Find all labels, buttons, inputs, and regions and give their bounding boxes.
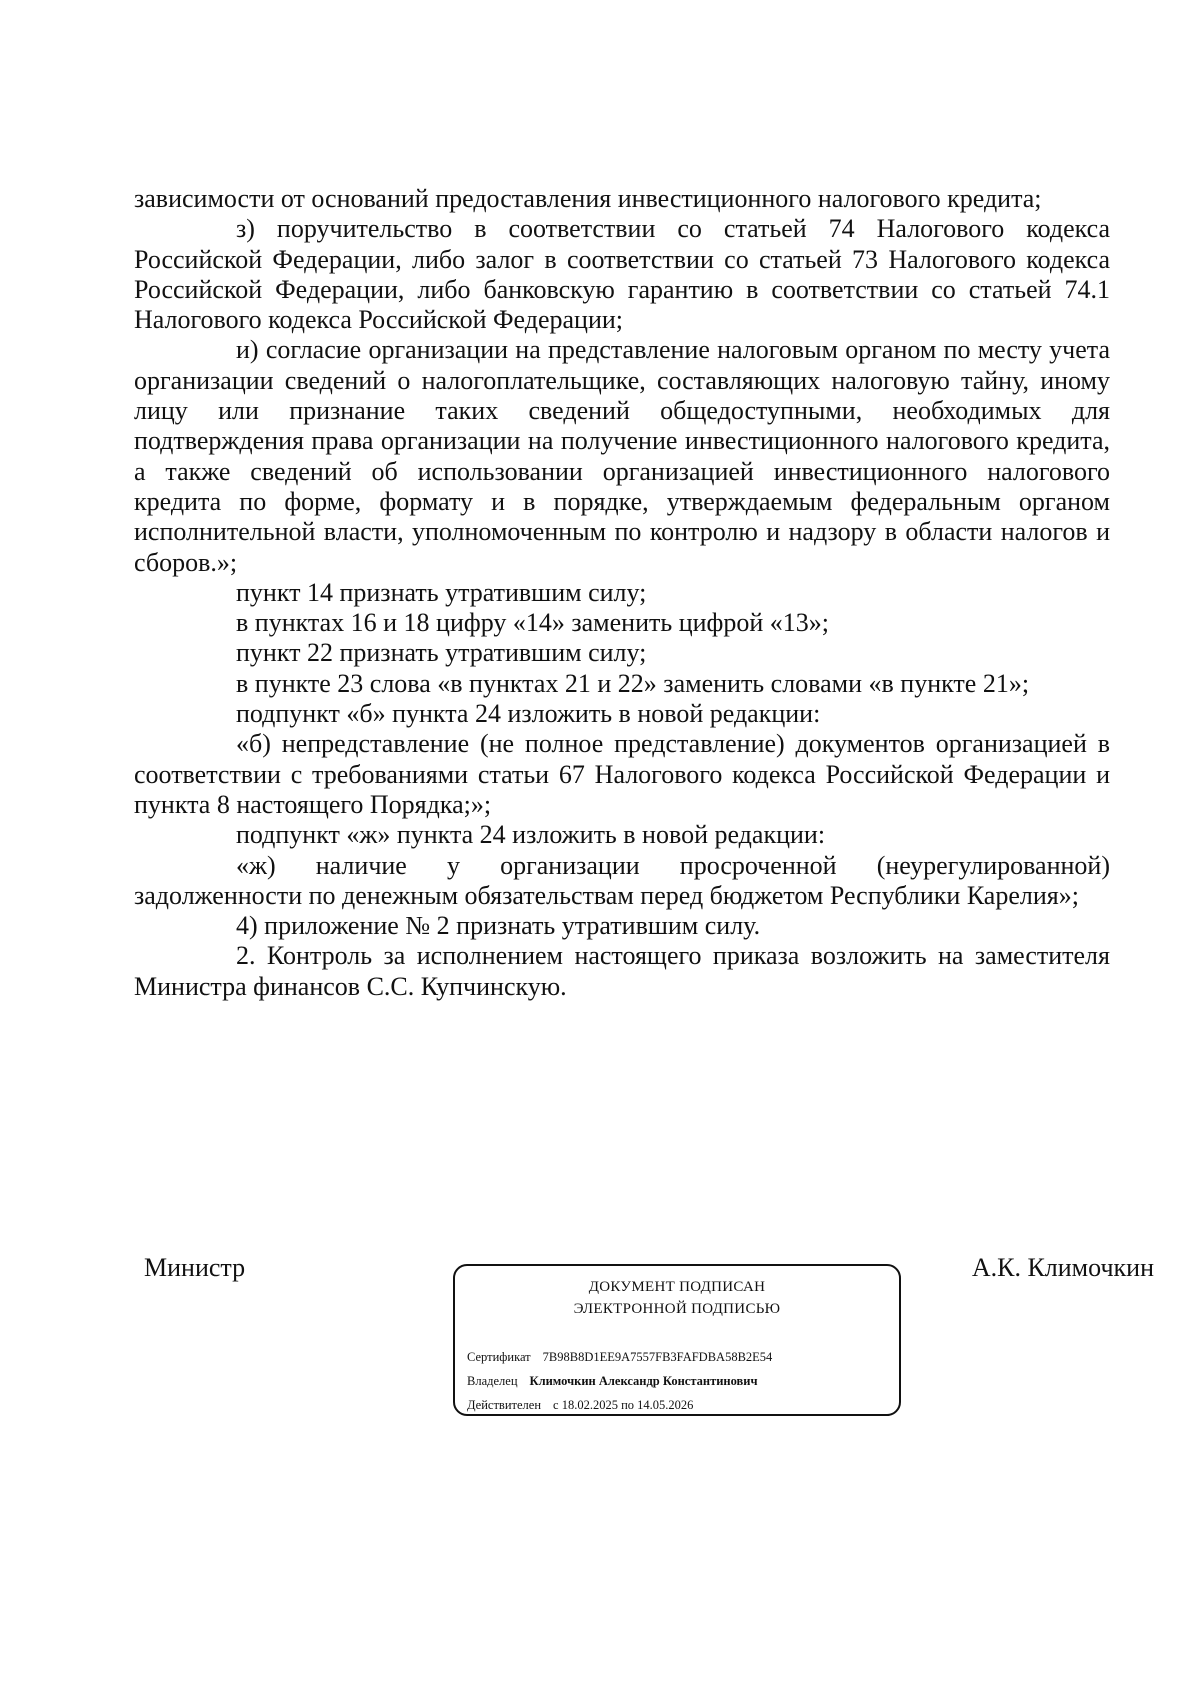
electronic-signature-stamp [453, 1264, 901, 1416]
stamp-owner-row [467, 1374, 758, 1389]
stamp-heading-line: ЭЛЕКТРОННОЙ ПОДПИСЬЮ [573, 1301, 781, 1317]
paragraph: «б) непредставление (не полное представление) документов организацией в соответствии с требованиями статьи 67 Налогового кодекса Российской Федерации и пункта 8 настоящего Порядка;»; [134, 729, 1110, 819]
stamp-value: с 18.02.2025 по 14.05.2026 [553, 1398, 694, 1412]
paragraph: и) согласие организации на представление налоговым органом по месту учета организации сведений о налогоплательщике, составляющих налоговую тайну, иному лицу или признание таких сведений общедоступными, необходимых для подтверждения права организации на получение инвестиционного налогового кредита, а также сведений об использовании организацией инвестиционного налогового кредита по форме, формату и в порядке, утверждаемым федеральным органом исполнительной власти, уполномоченным по контролю и надзору в области налогов и сборов.»; [134, 335, 1110, 577]
signer-name: А.К. Климочкин [971, 1253, 1154, 1282]
stamp-label: Владелец [467, 1374, 518, 1388]
paragraph: пункт 14 признать утратившим силу; [236, 577, 647, 607]
paragraph: з) поручительство в соответствии со статьей 74 Налогового кодекса Российской Федерации, либо залог в соответствии со статьей 73 Налогового кодекса Российской Федерации, либо банковскую гарантию в соответствии со статьей 74.1 Налогового кодекса Российской Федерации; [134, 214, 1110, 335]
signer-position: Министр [144, 1253, 246, 1282]
paragraph: в пунктах 16 и 18 цифру «14» заменить цифрой «13»; [236, 608, 830, 638]
stamp-value: Климочкин Александр Константинович [529, 1374, 758, 1388]
paragraph: 2. Контроль за исполнением настоящего приказа возложить на заместителя Министра финансов С.С. Купчинскую. [134, 941, 1110, 1001]
stamp-validity-row [467, 1398, 693, 1413]
stamp-value: 7B98B8D1EE9A7557FB3FAFDBA58B2E54 [542, 1350, 773, 1364]
paragraph: «ж) наличие у организации просроченной (неурегулированной) задолженности по денежным обязательствам перед бюджетом Республики Карелия»; [134, 850, 1110, 910]
stamp-label: Действителен [467, 1398, 542, 1412]
paragraph: в пункте 23 слова «в пунктах 21 и 22» заменить словами «в пункте 21»; [236, 668, 1030, 698]
paragraph: подпункт «б» пункта 24 изложить в новой редакции: [236, 699, 821, 729]
stamp-heading-line: ДОКУМЕНТ ПОДПИСАН [588, 1279, 766, 1295]
stamp-label: Сертификат [467, 1350, 531, 1364]
paragraph: пункт 22 признать утратившим силу; [236, 638, 647, 668]
paragraph: 4) приложение № 2 признать утратившим силу. [236, 911, 761, 941]
paragraph: зависимости от оснований предоставления инвестиционного налогового кредита; [134, 184, 1042, 213]
stamp-certificate-row [467, 1350, 772, 1365]
paragraph: подпункт «ж» пункта 24 изложить в новой редакции: [236, 820, 826, 850]
document-body [134, 184, 1110, 1002]
